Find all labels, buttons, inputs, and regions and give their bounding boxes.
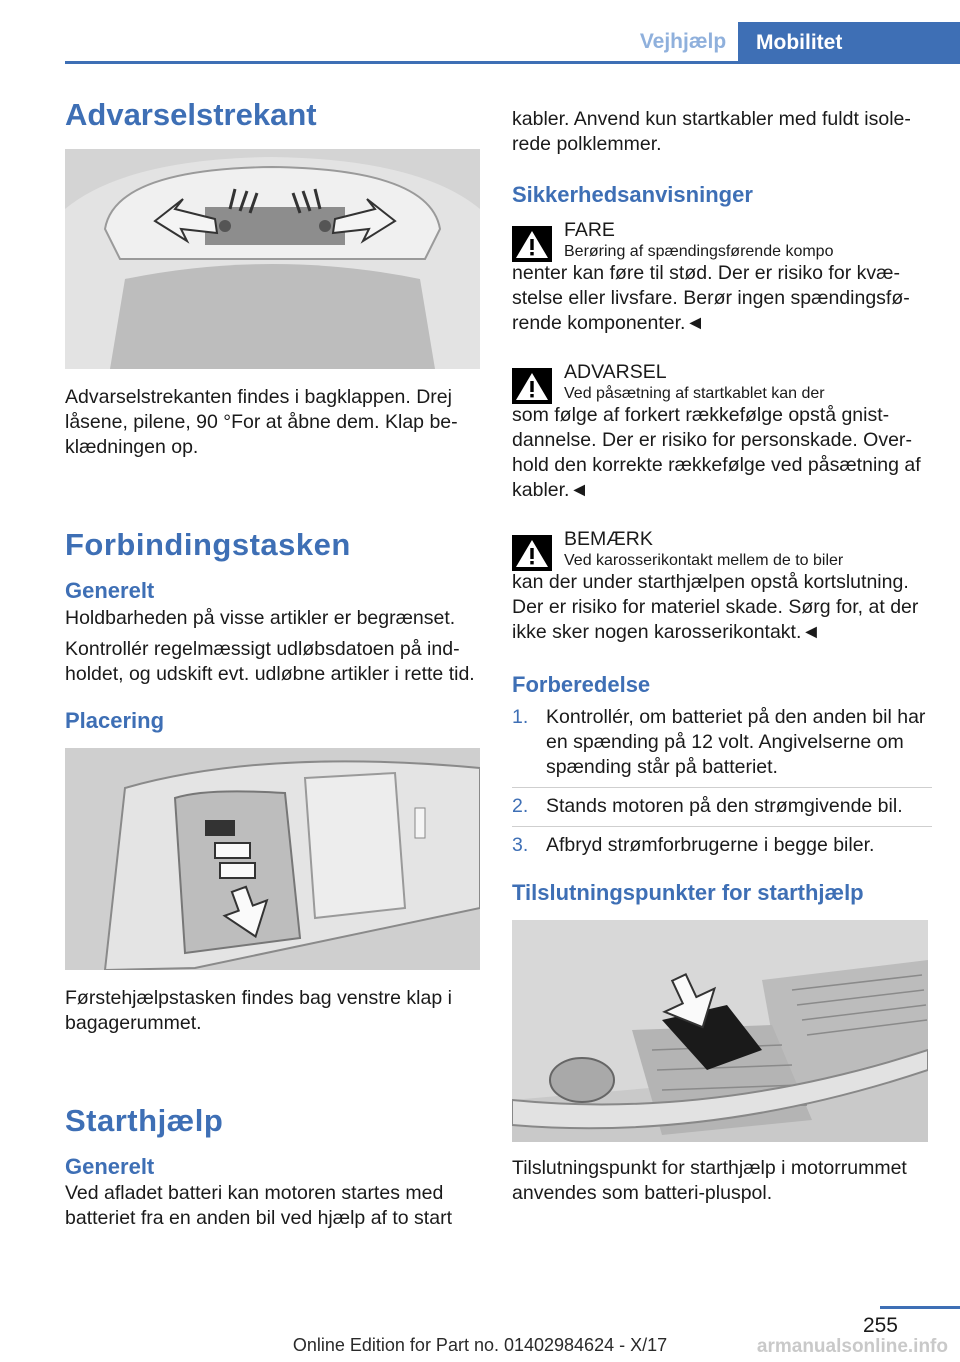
list-item: 3. Afbryd strømforbrugerne i begge biler. — [512, 834, 875, 857]
preparation-steps — [512, 705, 932, 865]
subsection-title-sikkerhedsanvisninger: Sikkerhedsanvisninger — [512, 182, 753, 207]
warning-fare — [512, 218, 932, 336]
tilslutningspunkt-caption: Tilslutningspunkt for starthjælp i motorrummet anvendes som batteri-pluspol. — [512, 1156, 907, 1204]
list-item: 2. Stands motoren på den strømgivende bil. — [512, 794, 932, 827]
subsection-title-generelt: Generelt — [65, 578, 155, 604]
header-rule — [65, 61, 960, 64]
right-column — [512, 107, 932, 1206]
subsection-title-placering: Placering — [65, 707, 165, 733]
subsection-title-forberedelse: Forberedelse — [512, 671, 651, 697]
advarselstrekant-caption: Advarselstrekanten findes i bagklappen. Drej låsene, pilene, 90 °For at åbne dem. Klap beklædningen op. — [65, 386, 458, 459]
generelt-paragraph-2: Kontrollér regelmæssigt udløbsdatoen på indholdet, og udskift evt. udløbne artikler i rette tid. — [65, 637, 475, 685]
startkabler-continuation: kabler. Anvend kun startkabler med fuldt isolerede polklemmer. — [512, 108, 911, 155]
list-item: 1. Kontrollér, om batteriet på den anden bil har en spænding på 12 volt. Angivelserne om spænding står på batteriet. — [512, 705, 932, 788]
warning-text: kan der under starthjælpen opstå kortslutning. Der er risiko for materiel skade. Sørg for, at der ikke sker nogen karosserikontakt.◄ — [512, 570, 919, 643]
section-title-forbindingstasken: Forbindingstasken — [65, 527, 351, 563]
jump-start-point-illustration — [512, 920, 928, 1142]
warning-text: som følge af forkert rækkefølge opstå gnistdannelse. Der er risiko for personskade. Overhold den korrekte rækkefølge ved påsætning af kabler.◄ — [512, 403, 921, 501]
section-title-advarselstrekant: Advarselstrekant — [65, 97, 317, 132]
warning-title: FARE — [564, 218, 615, 241]
footer-edition: Online Edition for Part no. 01402984624 - X/17 — [292, 1335, 668, 1355]
warning-text-first-line: Berøring af spændingsførende kompo — [564, 242, 834, 260]
warning-advarsel — [512, 360, 932, 503]
subsection-title-tilslutningspunkter: Tilslutningspunkter for starthjælp — [512, 880, 864, 906]
generelt-paragraph-1: Holdbarheden på visse artikler er begrænset. — [65, 606, 456, 629]
page-number: 255 — [862, 1314, 898, 1337]
warning-triangle-icon — [512, 226, 552, 262]
warning-text: nenter kan føre til stød. Der er risiko for kvæstelse eller livsfare. Berør ingen spændingsførende komponenter.◄ — [512, 261, 910, 334]
tab-vejhjaelp[interactable]: Vejhjælp — [639, 30, 727, 53]
warning-triangle-icon — [512, 535, 552, 571]
watermark: armanualsonline.info — [756, 1336, 948, 1357]
starthjaelp-generelt-paragraph: Ved afladet batteri kan motoren startes med batteriet fra en anden bil ved hjælp af to start — [65, 1182, 452, 1230]
warning-triangle-illustration — [65, 149, 480, 369]
first-aid-kit-illustration — [65, 748, 480, 970]
left-column — [65, 96, 480, 1231]
warning-title: BEMÆRK — [564, 527, 653, 550]
placering-caption: Førstehjælpstasken findes bag venstre klap i bagagerummet. — [65, 986, 452, 1034]
warning-text-first-line: Ved påsætning af startkablet kan der — [564, 384, 825, 402]
section-title-starthjaelp: Starthjælp — [65, 1102, 224, 1138]
subsection-title-generelt-2: Generelt — [65, 1153, 155, 1179]
warning-text-first-line: Ved karosserikontakt mellem de to biler — [564, 551, 844, 569]
footer-rule — [880, 1306, 960, 1309]
tab-mobilitet[interactable]: Mobilitet — [738, 22, 960, 64]
warning-title: ADVARSEL — [564, 360, 667, 383]
warning-bemaerk — [512, 527, 932, 645]
warning-triangle-icon — [512, 368, 552, 404]
